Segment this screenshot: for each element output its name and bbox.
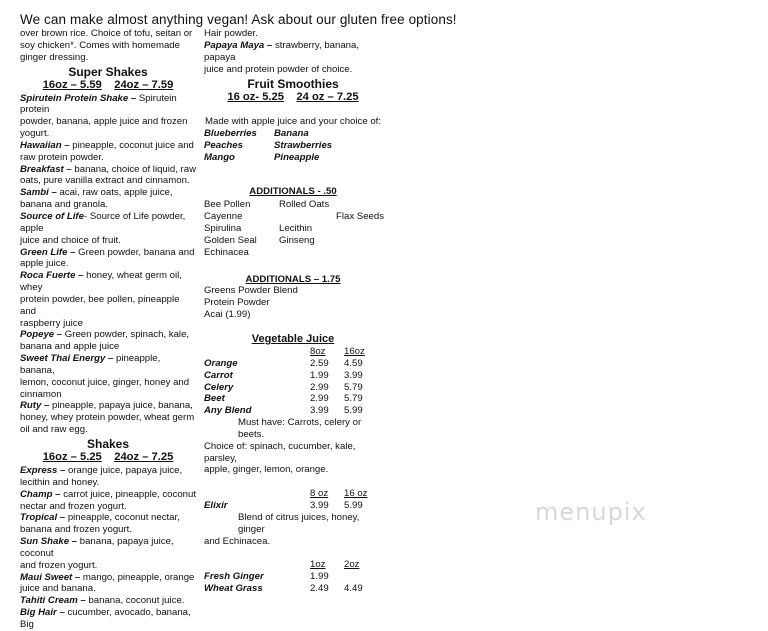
price-8oz: 3.99 [310,405,329,417]
item-desc: strawberry, banana, papaya [204,39,360,63]
size-16oz: 16oz – 5.25 [42,451,102,463]
item-desc: Green powder, banana and [75,246,195,258]
column-header-16oz: 16 oz [344,488,368,500]
column-header-2oz: 2oz [344,559,360,571]
menu-item [20,512,196,524]
price-16oz: 3.99 [344,369,363,381]
item-desc-line: oats, pure vanilla extract and cinnamon. [20,175,190,187]
price-2oz [344,571,384,583]
shot-name: Fresh Ginger [204,571,264,583]
item-name: Breakfast – [20,163,72,175]
item-desc-line: raspberry juice [20,317,83,329]
menu-item [20,536,196,560]
price-1oz: 2.49 [310,583,329,595]
additional-option: Cayenne [204,210,243,222]
item-desc-line: apple juice. [20,258,69,270]
item-desc: acai, raw oats, apple juice, [56,187,173,199]
item-name: Popeye – [20,329,63,341]
item-name: Sun Shake – [20,536,78,548]
item-desc: cucumber, avocado, banana, Big [20,607,191,630]
item-name: Tropical – [20,512,66,524]
juice-name: Carrot [204,369,233,381]
right-column [204,28,382,595]
section-title-super-shakes: Super Shakes [68,64,148,79]
size-16oz: 16 oz- 5.25 [227,91,284,104]
fruit-option: Mango [204,151,235,163]
price-16oz: 5.79 [344,393,363,405]
menu-item [20,400,196,412]
column-header-1oz: 1oz [310,559,326,571]
elixir-table [204,488,382,512]
item-desc: mango, pineapple, orange [80,571,195,583]
price-8oz: 2.99 [310,381,329,393]
vegetable-juice-note: Choice of: spinach, cucumber, kale, parsley, [204,440,356,464]
menu-item [20,572,196,584]
vegetable-juice-note: Must have: Carrots, celery or beets. [238,417,362,440]
item-name: Green Life – [20,246,76,258]
juice-name: Celery [204,381,234,393]
shots-table [204,559,382,595]
carryover-line: over brown rice. Choice of tofu, seitan or [20,28,193,39]
menu-item [20,211,196,235]
price-16oz: 5.99 [344,500,363,512]
item-name: Sambi – [20,187,57,199]
item-name: Roca Fuerte – [20,270,84,282]
fruit-smoothies-sizes [204,91,382,104]
shakes-list [20,465,196,631]
menu-item [20,353,196,377]
item-desc: banana, papaya juice, coconut [20,536,174,559]
price-8oz: 3.99 [310,500,329,512]
additionals-175-title: ADDITIONALS – 1.75 [245,273,341,285]
left-column [20,28,196,631]
item-desc-line: juice and banana. [20,583,96,595]
super-shakes-sizes [20,79,196,92]
price-8oz: 2.59 [310,357,329,369]
menu-item [20,164,196,176]
additional-option: Greens Powder Blend [204,285,298,297]
carryover-line: Hair powder. [204,28,258,39]
item-name: Champ – [20,488,61,500]
additional-option: Flax Seeds [336,210,384,222]
item-desc-line: cinnamon [20,388,62,400]
item-desc-line: banana and granola. [20,199,109,211]
fruit-option: Peaches [204,140,243,152]
item-desc-line: oil and raw egg. [20,424,88,436]
additional-option: Echinacea [204,246,249,258]
additional-option: Lecithin [279,222,313,234]
item-name: Tahiti Cream – [20,595,86,607]
size-24oz: 24oz – 7.59 [114,78,174,91]
item-desc-line: nectar and frozen yogurt. [20,500,127,512]
column-header-8oz: 8 oz [310,488,329,500]
item-desc-line: powder, banana, apple juice and frozen [20,116,188,128]
menu-item [20,270,196,294]
item-desc-line: protein powder, bee pollen, pineapple and [20,293,180,317]
fruit-option: Strawberries [274,140,333,152]
fruit-choices [204,128,382,164]
vegetable-juice-note: apple, ginger, lemon, orange. [204,464,329,476]
size-24oz: 24oz – 7.25 [114,451,174,463]
item-desc-line: juice and protein powder of choice. [204,63,353,75]
item-desc: Green powder, spinach, kale, [62,329,190,341]
additional-option: Golden Seal [204,234,257,246]
item-name: Maui Sweet – [20,571,81,583]
menu-item [20,489,196,501]
additional-option: Ginseng [279,234,315,246]
menu-item [20,247,196,259]
item-desc: pineapple, coconut juice and [69,139,194,151]
price-16oz: 4.59 [344,357,363,369]
section-title-vegetable-juice: Vegetable Juice [251,332,335,345]
section-title-fruit-smoothies: Fruit Smoothies [247,77,339,92]
item-desc-line: juice and choice of fruit. [20,234,121,246]
item-desc-line: banana and frozen yogurt. [20,524,133,536]
price-16oz: 5.79 [344,381,363,393]
juice-name: Any Blend [204,405,252,417]
menu-item [20,607,196,631]
item-desc-line: banana and apple juice [20,341,120,353]
juice-name: Elixir [204,500,228,512]
item-desc: banana, coconut juice. [85,595,185,607]
top-banner: We can make almost anything vegan! Ask about our gluten free options! [20,12,457,27]
price-1oz: 1.99 [310,571,329,583]
item-name: Sweet Thai Energy – [20,353,114,365]
item-desc-line: and frozen yogurt. [20,559,98,571]
item-desc: carrot juice, pineapple, coconut [60,488,196,500]
additionals-50-list [204,199,382,260]
price-2oz: 4.49 [344,583,363,595]
column-header-8oz: 8oz [310,345,326,357]
item-name: Hawaiian – [20,139,70,151]
item-desc-line: lemon, coconut juice, ginger, honey and [20,376,190,388]
carryover-line: ginger dressing. [20,51,89,63]
item-desc: pineapple, coconut nectar, [65,512,180,524]
column-header-16oz: 16oz [344,345,365,357]
additional-option: Rolled Oats [279,198,330,210]
section-title-shakes: Shakes [86,437,130,451]
menu-item-papaya-maya [204,40,382,64]
super-shakes-list [20,93,196,436]
elixir-note: and Echinacea. [204,535,271,547]
item-desc: banana, choice of liquid, raw [71,163,196,175]
fruit-option: Blueberries [204,128,257,140]
menu-item [20,93,196,117]
item-desc-line: raw protein powder. [20,151,104,163]
price-16oz: 5.99 [344,405,363,417]
item-desc: pineapple, papaya juice, banana, [49,400,193,412]
item-name: Big Hair – [20,607,65,619]
additional-option: Bee Pollen [204,198,251,210]
price-8oz: 2.99 [310,393,329,405]
menu-item [20,187,196,199]
menu-item [20,595,196,607]
additional-option: Protein Powder [204,297,270,309]
fruit-option: Pineapple [274,151,320,163]
item-desc-line: lecithin and honey. [20,476,100,488]
additionals-50-title: ADDITIONALS - .50 [249,185,337,197]
carryover-line: soy chicken*. Comes with homemade [20,39,180,51]
item-name: Spirutein Protein Shake – [20,92,137,104]
item-name: Express – [20,465,66,476]
item-name: Ruty – [20,400,50,412]
menu-item [20,329,196,341]
item-name: Papaya Maya – [204,39,273,51]
item-desc-line: yogurt. [20,128,50,140]
item-desc: honey, wheat germ oil, whey [20,270,182,294]
juice-name: Orange [204,357,238,369]
elixir-note: Blend of citrus juices, honey, ginger [238,511,360,535]
additional-option: Spirulina [204,222,242,234]
size-24oz: 24 oz – 7.25 [296,91,359,104]
item-desc: Spirutein protein [20,92,177,116]
item-desc: - Source of Life powder, apple [20,210,186,234]
size-16oz: 16oz – 5.59 [42,78,102,91]
menu-item [20,465,196,477]
smoothie-intro: Made with apple juice and your choice of: [205,116,381,128]
shakes-sizes [20,451,196,464]
juice-name: Beet [204,393,225,405]
menupix-watermark: menupix [535,498,647,526]
shot-name: Wheat Grass [204,583,263,595]
vegetable-juice-table [204,346,382,417]
item-desc: pineapple, banana, [20,353,161,376]
item-desc-line: honey, whey protein powder, wheat germ [20,412,195,424]
item-name: Source of Life [20,210,84,222]
additional-option: Acai (1.99) [204,309,251,321]
fruit-option: Banana [274,128,309,140]
price-8oz: 1.99 [310,369,329,381]
menu-item [20,140,196,152]
item-desc: orange juice, papaya juice, [65,465,183,476]
